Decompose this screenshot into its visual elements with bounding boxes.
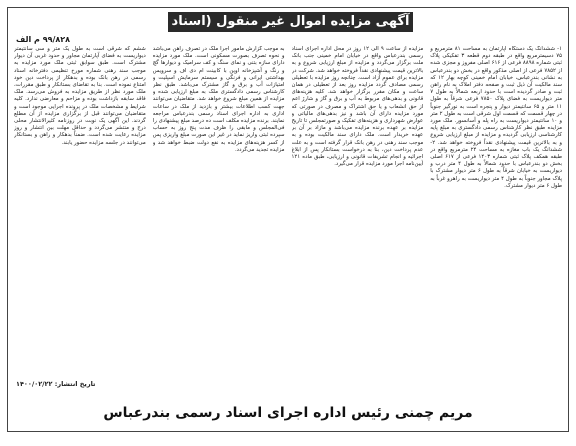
text-column-1: ۱- ششدانگ یک دستگاه آپارتمان به مساحت ۸۱ مترمربع و ۷۵ دسیمترمربع واقع در طبقه دوم قطعه ۳ تفکیکی پلاک ثبتی شماره ۸۸۹۸ فرعی از ۶۱۶ اصلی مفروز و مجزی شده از ۷۸۵۲ فرعی از اصلی مذکور واقع در بخش دو بندرعباس به نشانی بندرعباس، خیابان امام خمینی کوچه بهار ۱۲ که سند مالکیت آن ذیل ثبت و صفحه دفتر املاک به نام راهن ثبت و صادر گردیده است با حدود اربعه شمالاً به طول ۷ متر دیواریست به فضای پلاک ۷۸۵۰ فرعی شرقاً به طول ۱۱ متر و ۶۵ سانتیمتر دیوار و پنجره است به نورگیر جنوباً در چهار قسمت که قسمت اول شرقی است به طول ۲ متر و ۱۰ سانتیمتر دیواریست به راه پله و آسانسور. ملک مورد مزایده طبق نظر کارشناس رسمی دادگستری به مبلغ پایه کارشناسی ارزیابی گردیده و مزایده از مبلغ ارزیابی شروع و به بالاترین قیمت پیشنهادی نقداً فروخته خواهد شد. ۲- ششدانگ یک باب مغازه به مساحت ۲۴ مترمربع واقع در طبقه همکف پلاک ثبتی شماره ۱۴۰۳ فرعی از ۶۱۷ اصلی بخش دو بندرعباس با حدود شمالاً به طول ۴ متر درب و دیواریست به خیابان شرقاً به طول ۶ متر دیوار مشترک با پلاک مجاور جنوباً به طول ۴ متر دیواریست به راهرو غرباً به طول ۶ متر دیوار مشترک. xyxy=(430,46,562,189)
publication-date: تاریخ انتشار: ۱۴۰۰/۰۲/۲۲ xyxy=(16,380,96,388)
text-column-2: مزایده از ساعت ۹ الی ۱۲ روز در محل اداره اجرای اسناد رسمی بندرعباس واقع در خیابان امام خمینی جنب بانک ملت برگزار می‌گردد و مزایده از مبلغ ارزیابی شروع و به بالاترین قیمت پیشنهادی نقداً فروخته خواهد شد. شرکت در مزایده برای عموم آزاد است. چنانچه روز مزایده با تعطیلی رسمی مصادف گردد مزایده روز بعد از تعطیلی در همان ساعت و مکان مقرر برگزار خواهد شد. کلیه هزینه‌های قانونی و بدهی‌های مربوط به آب و برق و گاز و شارژ اعم از حق انشعاب و یا حق اشتراک و مصرف در صورتی که مورد مزایده دارای آن باشد و نیز بدهی‌های مالیاتی و عوارض شهرداری و هزینه‌های تفکیک و صورتمجلس تا تاریخ مزایده بر عهده برنده مزایده می‌باشد و مازاد بر آن بر عهده خریدار است. ملک دارای سند مالکیت بوده و به موجب سند رهنی در رهن بانک قرار گرفته است و به علت عدم پرداخت دین، بنا به درخواست بستانکار پس از ابلاغ اجرائیه و انجام تشریفات قانونی و ارزیابی، طبق ماده ۱۲۱ آیین‌نامه اجرا مورد مزایده قرار می‌گیرد. xyxy=(291,46,424,168)
notice-body xyxy=(14,46,562,394)
signature-line: مریم چمنی رئیس اداره اجرای اسناد رسمی بندرعباس xyxy=(103,405,473,421)
text-column-4: ششم که شرقی است به طول یک متر و سی سانتیمتر دیواریست به فضای آپارتمان مجاور و حدود غربی آن دیوار مشترک است. طبق سوابق ثبتی ملک مورد مزایده به موجب سند رهنی شماره مورخ تنظیمی دفترخانه اسناد رسمی در رهن بانک بوده و بدهکار از پرداخت دین خود امتناع نموده است. بنا به تقاضای بستانکار و طبق مقررات، ملک مورد نظر از طریق مزایده به فروش می‌رسد. ملک فاقد سابقه بازداشت بوده و مزاحم و معارضی ندارد. کلیه شرایط و مشخصات ملک در پرونده اجرایی موجود است و متقاضیان می‌توانند قبل از برگزاری مزایده از آن مطلع گردند. این آگهی یک نوبت در روزنامه کثیرالانتشار محلی درج و منتشر می‌گردد و حداقل مهلت بین انتشار و روز مزایده رعایت شده است. ضمناً بدهکار و راهن و بستانکار می‌توانند در جلسه مزایده حضور یابند. xyxy=(14,46,146,146)
notice-code: ۹۹/۸۲۸ م الف xyxy=(16,35,71,44)
text-column-3: به موجب گزارش مامور اجرا ملک در تصرف راهن می‌باشد و نحوه تصرف بصورت مسکونی است. ملک مورد مزایده دارای سازه بتنی و نمای سنگ و کف سرامیک و دیوارها گچ و رنگ و آشپزخانه اوپن با کابینت ام دی اف و سرویس بهداشتی ایرانی و فرنگی و سیستم سرمایش اسپلیت و امتیازات آب و برق و گاز مشترک می‌باشد. طبق نظر کارشناس رسمی دادگستری ملک به مبلغ ارزیابی شده و مزایده از همین مبلغ شروع خواهد شد. متقاضیان می‌توانند جهت کسب اطلاعات بیشتر و بازدید از ملک در ساعات اداری به اداره اجرای اسناد رسمی بندرعباس مراجعه نمایند. برنده مزایده مکلف است ده درصد مبلغ پیشنهادی را فی‌المجلس و مابقی را ظرف مدت پنج روز به حساب سپرده ثبتی واریز نماید در غیر این صورت مبلغ واریزی پس از کسر هزینه‌های مزایده به نفع دولت ضبط خواهد شد و مزایده تجدید می‌گردد. xyxy=(152,46,285,153)
notice-title: آگهی مزایده اموال غیر منقول (اسناد رهنی) xyxy=(168,12,413,32)
notice-page xyxy=(7,7,569,432)
